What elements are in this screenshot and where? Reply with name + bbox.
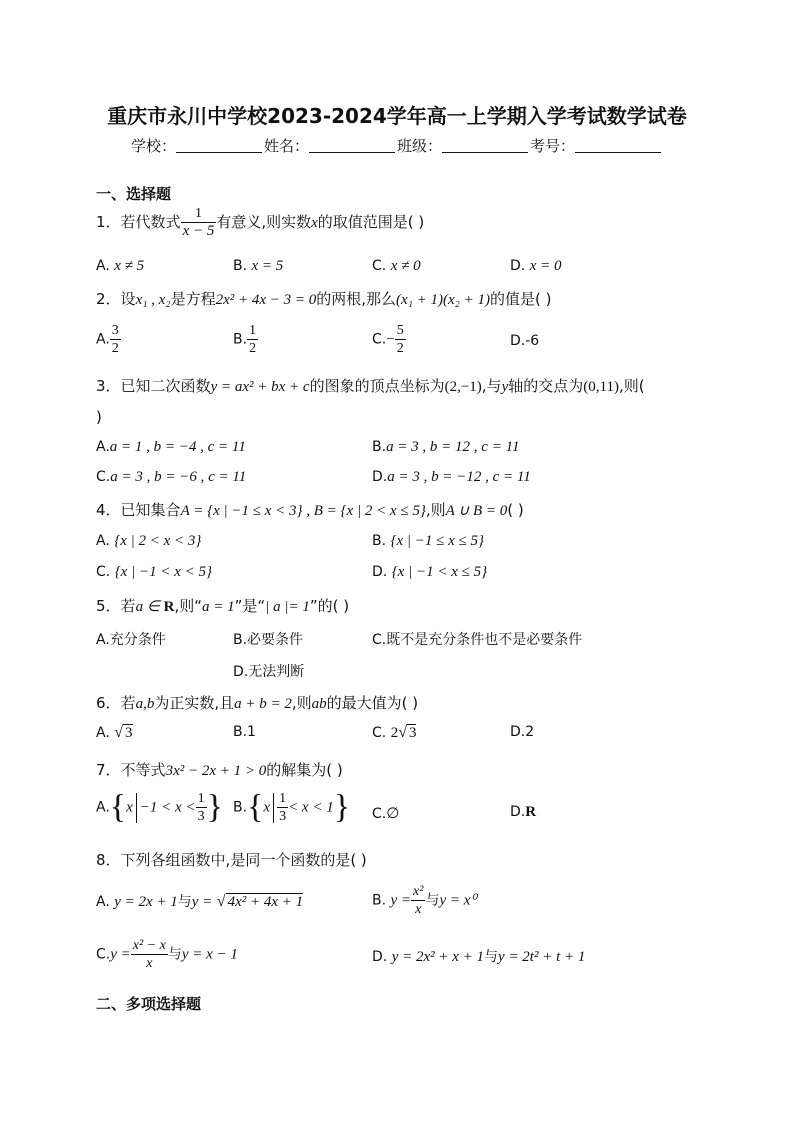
q7-option-c[interactable]: [372, 804, 399, 823]
class-label: 班级：: [397, 137, 443, 155]
q3-d-label: D.: [372, 469, 388, 485]
q5-expr-1: a = 1: [202, 599, 235, 615]
question-6: [96, 692, 418, 713]
q4-a-math: {x | 2 < x < 3}: [114, 533, 202, 549]
q3-number: 3．: [96, 377, 121, 395]
q8-c-frac: [131, 937, 168, 972]
question-7: [96, 759, 343, 780]
q4-text-3: ( ): [507, 501, 524, 519]
q7-a-lower: −1 < x <: [139, 799, 196, 816]
q4-number: 4．: [96, 501, 121, 519]
q4-c-label: C.: [96, 564, 111, 580]
question-3: [96, 375, 645, 396]
q3-text-4: 轴的交点为: [508, 377, 584, 395]
q2-a-label: A.: [96, 331, 110, 348]
q1-number: 1．: [96, 213, 121, 231]
q7-b-num: 1: [279, 791, 287, 806]
q8-a-label: A.: [96, 894, 110, 910]
q3-option-d[interactable]: [372, 469, 531, 486]
q8-b-and: 与: [425, 892, 440, 909]
q8-b-g: y = x⁰: [439, 892, 477, 909]
q5-option-a[interactable]: A.充分条件: [96, 632, 166, 648]
left-brace-icon: {: [109, 788, 127, 826]
q7-inequality: 3x² − 2x + 1 > 0: [165, 763, 267, 779]
q6-a-radicand: 3: [125, 725, 133, 741]
name-blank[interactable]: [309, 138, 395, 153]
q7-b-bar: [273, 793, 274, 823]
q1-b-label: B.: [233, 258, 248, 274]
q1-text-3: 的取值范围是( ): [317, 213, 425, 231]
q3-text: 已知二次函数: [120, 377, 211, 395]
q7-d-label: D.: [510, 804, 526, 820]
sqrt-icon: √: [398, 724, 407, 741]
q2-c-label: C.: [372, 331, 387, 348]
q2-vars: x₁ , x₂: [135, 292, 171, 308]
q1-option-b[interactable]: [233, 258, 283, 275]
q3-vertex: (2,−1): [444, 379, 482, 395]
q5-text-3: ”是“: [234, 597, 266, 615]
q1-frac-num: 1: [181, 205, 217, 223]
q3-var: y: [501, 379, 509, 395]
q1-c-label: C.: [372, 258, 387, 274]
q4-option-b[interactable]: [372, 533, 484, 550]
q7-text-2: 的解集为( ): [266, 761, 343, 779]
q1-a-math: x ≠ 5: [114, 258, 145, 274]
q8-d-label: D.: [372, 949, 388, 965]
right-brace-icon: }: [333, 788, 351, 826]
q8-c-label: C.: [96, 946, 111, 963]
q6-a-label: A.: [96, 725, 110, 741]
q4-b-math: {x | −1 ≤ x ≤ 5}: [390, 533, 485, 549]
q7-c-math: ∅: [386, 806, 400, 822]
q6-option-a[interactable]: [96, 724, 133, 742]
q5-condition: a ∈: [135, 599, 164, 615]
q5-reals: R: [163, 599, 175, 615]
q6-number: 6．: [96, 694, 121, 712]
q5-number: 5．: [96, 597, 121, 615]
q2-b-num: 1: [249, 323, 257, 338]
q1-option-c[interactable]: [372, 258, 421, 275]
q3-c-math: a = 3 , b = −6 , c = 11: [110, 469, 247, 485]
q3-close-paren: ): [96, 408, 102, 426]
q8-option-d[interactable]: [372, 946, 585, 966]
q7-option-a[interactable]: [96, 790, 223, 825]
q2-a-den: 2: [111, 341, 119, 356]
q5-text-4: ”的( ): [309, 597, 350, 615]
q2-text: 设: [120, 290, 136, 308]
q3-b-label: B.: [372, 439, 387, 455]
q4-c-math: {x | −1 < x < 5}: [114, 564, 212, 580]
q3-point: (0,11): [583, 379, 619, 395]
q3-equation: y = ax² + bx + c: [210, 379, 310, 395]
q3-text-3: ,与: [481, 377, 502, 395]
number-blank[interactable]: [575, 138, 661, 153]
q8-text: 下列各组函数中,是同一个函数的是( ): [120, 851, 367, 869]
sqrt-icon: √: [216, 893, 226, 910]
q2-c-num: 5: [396, 323, 404, 338]
q5-text: 若: [120, 597, 136, 615]
q6-text-4: 的最大值为( ): [326, 694, 419, 712]
q1-var: x: [311, 215, 318, 231]
q3-text-5: ,则(: [618, 377, 645, 395]
q7-a-frac: [196, 790, 207, 825]
q7-a-label: A.: [96, 799, 110, 816]
q6-c-label: C.: [372, 725, 387, 741]
q4-set-a: A = {x | −1 ≤ x < 3}: [180, 503, 303, 519]
q6-text-3: ,则: [291, 694, 312, 712]
q1-frac-den: x − 5: [182, 223, 215, 239]
q8-c-y: y =: [110, 946, 131, 963]
q8-c-num: x² − x: [132, 938, 166, 953]
q7-number: 7．: [96, 761, 121, 779]
q1-option-a[interactable]: [96, 258, 144, 275]
q6-c-radicand: 3: [408, 725, 417, 741]
q3-b-math: a = 3 , b = 12 , c = 11: [386, 439, 520, 455]
q8-option-b[interactable]: [372, 883, 476, 918]
q3-option-a[interactable]: [96, 439, 246, 456]
q6-c-coef: 2: [390, 725, 399, 741]
question-4: [96, 499, 524, 520]
name-label: 姓名：: [263, 137, 309, 155]
q2-option-a[interactable]: [96, 322, 121, 357]
q8-b-y: y =: [390, 892, 412, 909]
number-label: 考号：: [530, 137, 576, 155]
q2-b-den: 2: [249, 341, 257, 356]
section-heading-choice: 一、选择题: [96, 185, 172, 203]
q6-equation: a + b = 2: [234, 696, 292, 712]
q8-c-den: x: [146, 956, 153, 971]
q2-expression: (x₁ + 1)(x₂ + 1): [396, 292, 491, 308]
q2-c-sign: −: [386, 331, 395, 348]
school-label: 学校：: [130, 137, 176, 155]
q4-text: 已知集合: [120, 501, 181, 519]
q6-option-d[interactable]: D.2: [510, 724, 535, 740]
q2-text-2: 是方程: [170, 290, 216, 308]
q6-text: 若: [120, 694, 136, 712]
q4-b-label: B.: [372, 533, 387, 549]
left-brace-icon: {: [247, 788, 264, 826]
q7-b-label: B.: [233, 799, 248, 816]
q8-option-c[interactable]: [96, 937, 238, 972]
student-info-line: [0, 135, 794, 156]
q8-b-frac: [411, 883, 425, 918]
q3-a-label: A.: [96, 439, 110, 455]
question-1: [96, 205, 424, 240]
q7-b-var: x: [263, 799, 271, 816]
q7-a-den: 3: [197, 809, 205, 824]
q8-d-and: 与: [484, 949, 499, 965]
q1-a-label: A.: [96, 258, 110, 274]
q5-option-d[interactable]: D.无法判断: [233, 664, 305, 680]
q2-b-frac: [247, 322, 258, 357]
q7-option-d[interactable]: [510, 804, 536, 821]
q8-a-g: y =: [191, 894, 213, 910]
q2-text-3: 的两根,那么: [316, 290, 397, 308]
school-blank[interactable]: [176, 138, 262, 153]
q7-b-upper: < x < 1: [288, 799, 334, 816]
q2-number: 2．: [96, 290, 121, 308]
q8-d-g: y = 2t² + t + 1: [498, 949, 586, 965]
q2-c-den: 2: [396, 341, 404, 356]
q8-b-label: B.: [372, 892, 387, 909]
q6-product: ab: [311, 696, 327, 712]
q1-text-2: 有意义,则实数: [216, 213, 312, 231]
q7-c-label: C.: [372, 806, 387, 822]
question-8: [96, 849, 367, 870]
q7-a-var: x: [126, 799, 133, 816]
q1-fraction: [181, 205, 217, 240]
q4-option-c[interactable]: [96, 564, 212, 581]
q5-expr-2: | a |= 1: [265, 599, 310, 615]
q2-text-4: 的值是( ): [490, 290, 552, 308]
q2-equation: 2x² + 4x − 3 = 0: [215, 292, 317, 308]
sqrt-icon: √: [114, 724, 124, 741]
q2-a-num: 3: [111, 323, 119, 338]
q4-text-2: ,则: [425, 501, 446, 519]
q7-b-den: 3: [279, 809, 287, 824]
q5-text-2: ,则“: [174, 597, 203, 615]
q8-d-f: y = 2x² + x + 1: [391, 949, 485, 965]
q8-a-radicand: 4x² + 4x + 1: [227, 894, 304, 910]
q7-d-math: R: [525, 804, 537, 820]
q8-option-a[interactable]: [96, 891, 303, 911]
q8-c-g: y = x − 1: [181, 946, 238, 963]
q4-d-math: {x | −1 < x ≤ 5}: [391, 564, 488, 580]
q6-text-2: 为正实数,且: [154, 694, 235, 712]
class-blank[interactable]: [442, 138, 528, 153]
q3-option-c[interactable]: [96, 469, 246, 486]
q7-a-num: 1: [197, 791, 205, 806]
q8-b-num: x²: [413, 884, 424, 899]
q7-a-bar: [136, 793, 137, 823]
q2-option-b[interactable]: [233, 322, 258, 357]
q1-d-label: D.: [510, 258, 526, 274]
q3-a-math: a = 1 , b = −4 , c = 11: [109, 439, 246, 455]
q6-vars: a,b: [135, 696, 155, 712]
q7-text: 不等式: [120, 761, 166, 779]
q4-d-label: D.: [372, 564, 388, 580]
q7-option-b[interactable]: [233, 790, 350, 825]
question-2: [96, 288, 552, 309]
q3-c-label: C.: [96, 469, 111, 485]
q8-c-and: 与: [167, 946, 182, 963]
q4-set-b: B = {x | 2 < x ≤ 5}: [313, 503, 426, 519]
q6-option-b[interactable]: B.1: [233, 724, 256, 740]
q4-a-label: A.: [96, 533, 110, 549]
q1-b-math: x = 5: [251, 258, 284, 274]
q5-option-c[interactable]: C.既不是充分条件也不是必要条件: [372, 632, 583, 648]
q7-b-frac: [277, 790, 288, 825]
q1-option-d[interactable]: [510, 258, 561, 275]
q8-a-f: y = 2x + 1: [114, 894, 178, 910]
section-heading-multi: 二、多项选择题: [96, 995, 202, 1013]
q6-option-c[interactable]: [372, 724, 416, 742]
q2-c-frac: [395, 322, 406, 357]
q8-number: 8．: [96, 851, 121, 869]
page-title: 重庆市永川中学校2023-2024学年高一上学期入学考试数学试卷: [107, 104, 687, 128]
question-5: [96, 595, 349, 616]
q4-sep: ,: [302, 503, 314, 519]
q4-expression: A ∪ B = 0: [445, 503, 508, 519]
q2-a-frac: [110, 322, 121, 357]
q2-option-d[interactable]: D.-6: [510, 333, 540, 349]
q3-d-math: a = 3 , b = −12 , c = 11: [387, 469, 531, 485]
q3-option-b[interactable]: [372, 439, 519, 456]
q5-option-b[interactable]: B.必要条件: [233, 632, 304, 648]
q2-option-c[interactable]: [372, 322, 406, 357]
q4-option-a[interactable]: [96, 533, 201, 550]
q1-d-math: x = 0: [529, 258, 562, 274]
right-brace-icon: }: [206, 788, 223, 826]
q1-text: 若代数式: [120, 213, 181, 231]
q8-a-and: 与: [177, 894, 192, 910]
q2-b-label: B.: [233, 331, 248, 348]
q4-option-d[interactable]: [372, 564, 487, 581]
q3-text-2: 的图象的顶点坐标为: [309, 377, 445, 395]
q1-c-math: x ≠ 0: [390, 258, 421, 274]
q8-b-den: x: [415, 902, 422, 917]
